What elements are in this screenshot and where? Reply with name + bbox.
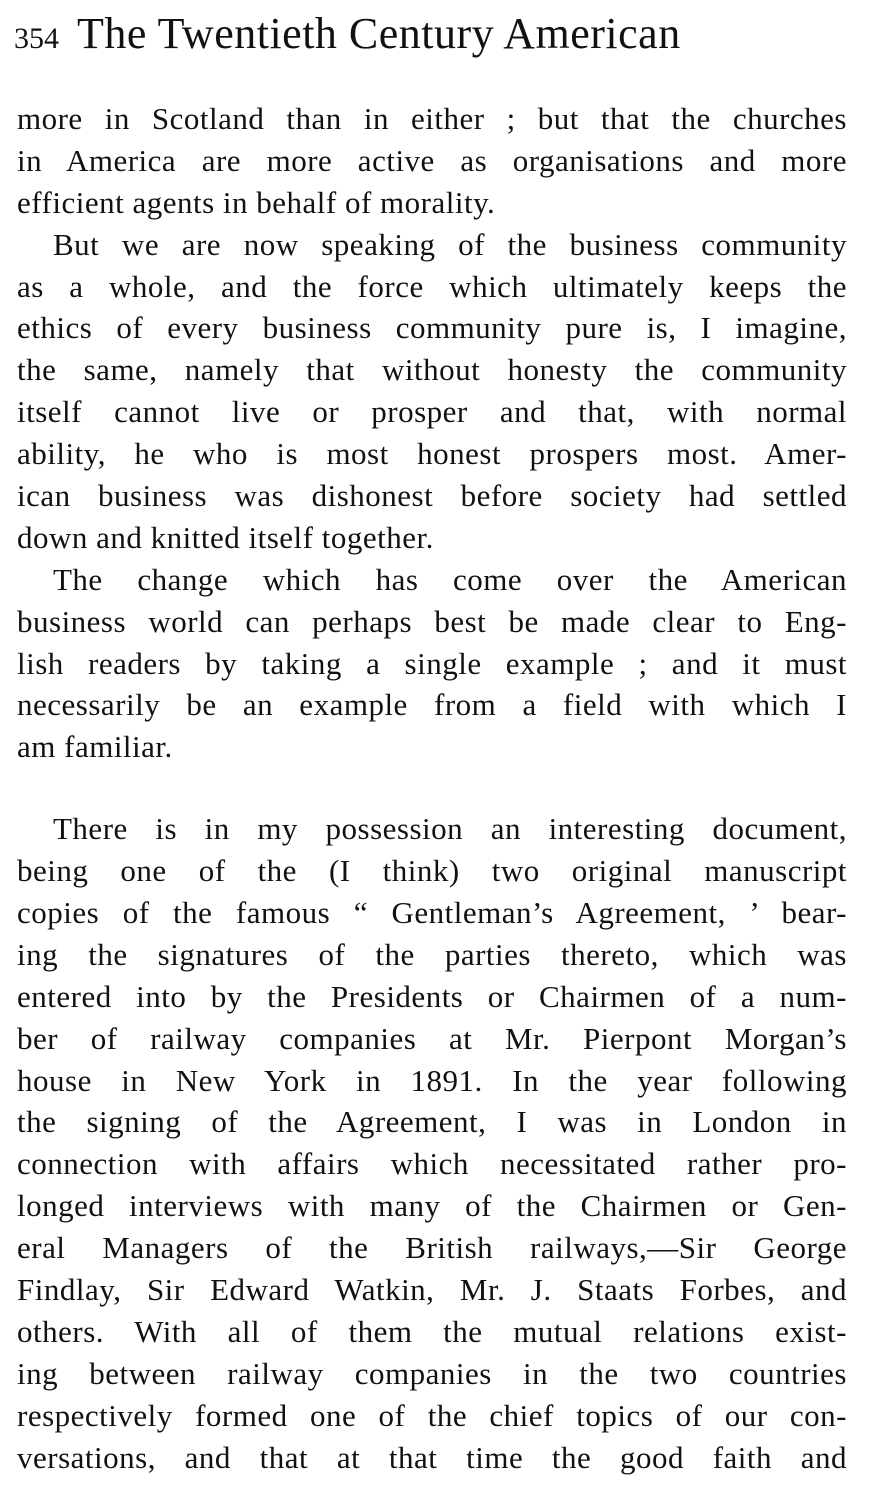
text-line: down and knitted itself together. — [17, 519, 434, 555]
text-line: in America are more active as organisations and more — [17, 142, 847, 178]
paragraph-3 — [17, 559, 847, 768]
text-line: copies of the famous “ Gentleman’s Agreement, ’ bear- — [17, 895, 847, 931]
page-number: 354 — [14, 22, 59, 55]
text-line: But we are now speaking of the business community — [53, 226, 847, 262]
text-line: lish readers by taking a single example ; and it must — [17, 645, 847, 681]
text-line: am familiar. — [17, 729, 173, 765]
text-line: more in Scotland than in either ; but that the churches — [17, 101, 847, 136]
paragraph-2 — [17, 224, 847, 559]
text-line: house in New York in 1891. In the year following — [17, 1062, 847, 1098]
text-line: ing between railway companies in the two countries — [17, 1355, 847, 1391]
text-line: entered into by the Presidents or Chairmen of a num- — [17, 978, 847, 1014]
text-line: as a whole, and the force which ultimately keeps the — [17, 268, 847, 304]
section-break — [17, 768, 847, 808]
page-header — [14, 8, 854, 68]
paragraph-1 — [17, 98, 847, 224]
text-line: versations, and that at that time the good faith and — [17, 1439, 847, 1475]
running-title: The Twentieth Century American — [77, 9, 681, 58]
text-line: ethics of every business community pure is, I imagine, — [17, 310, 847, 346]
text-line: efficient agents in behalf of morality. — [17, 184, 496, 220]
text-line: ing the signatures of the parties thereto, which was — [17, 936, 847, 972]
text-line: Findlay, Sir Edward Watkin, Mr. J. Staats Forbes, and — [17, 1272, 847, 1308]
text-line: being one of the (I think) two original manuscript — [17, 853, 847, 889]
text-line: necessarily be an example from a field with which I — [17, 687, 847, 723]
text-line: respectively formed one of the chief topics of our con- — [17, 1397, 847, 1433]
text-line: There is in my possession an interesting document, — [53, 811, 847, 847]
text-line: the same, namely that without honesty the community — [17, 352, 847, 388]
text-line: ber of railway companies at Mr. Pierpont Morgan’s — [17, 1020, 847, 1056]
text-line: the signing of the Agreement, I was in London in — [17, 1104, 847, 1140]
text-line: The change which has come over the American — [53, 561, 847, 597]
paragraph-4 — [17, 808, 847, 1478]
text-line: business world can perhaps best be made clear to Eng- — [17, 603, 847, 639]
text-line: longed interviews with many of the Chairmen or Gen- — [17, 1188, 847, 1224]
page-body — [17, 98, 847, 1479]
text-line: eral Managers of the British railways,—Sir George — [17, 1230, 847, 1266]
text-line: itself cannot live or prosper and that, with normal — [17, 394, 847, 430]
text-line: connection with affairs which necessitated rather pro- — [17, 1146, 847, 1182]
text-line: others. With all of them the mutual relations exist- — [17, 1313, 847, 1349]
text-line: ican business was dishonest before society had settled — [17, 478, 847, 514]
text-line: ability, he who is most honest prospers most. Amer- — [17, 436, 847, 472]
